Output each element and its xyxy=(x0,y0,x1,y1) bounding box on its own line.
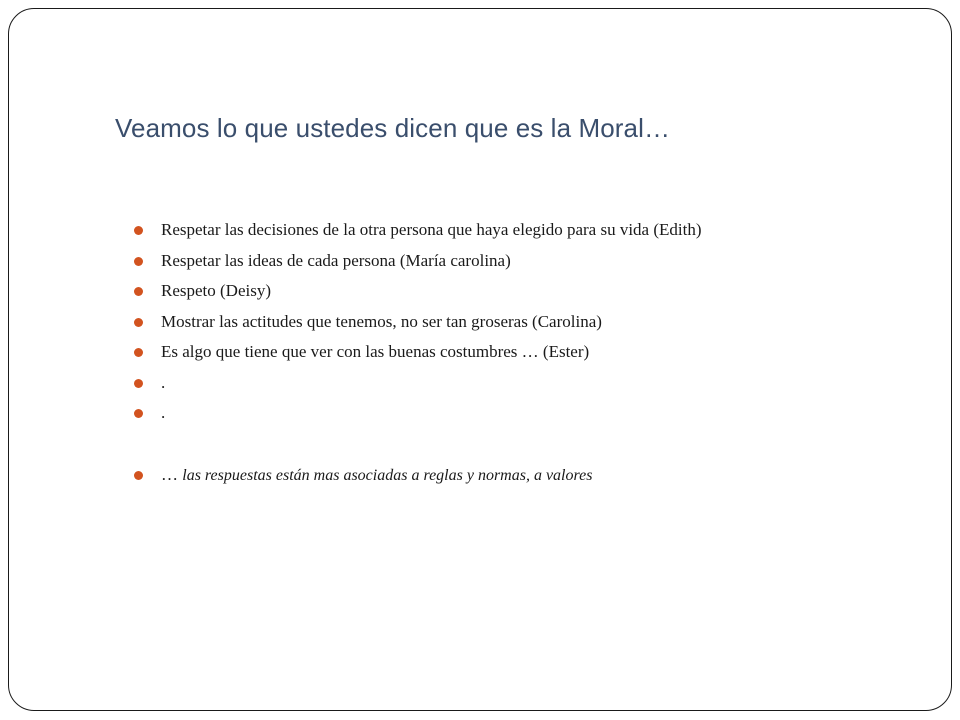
list-item xyxy=(134,398,702,429)
bullet-dot-icon xyxy=(134,287,143,296)
slide-title: Veamos lo que ustedes dicen que es la Moral… xyxy=(115,113,671,143)
list-item-text: . xyxy=(161,403,166,422)
bullet-dot-icon xyxy=(134,257,143,266)
list-item xyxy=(134,246,702,277)
bullet-dot-icon xyxy=(134,348,143,357)
list-item xyxy=(134,215,702,246)
list-item xyxy=(134,307,702,338)
list-item-text: Respeto (Deisy) xyxy=(161,281,272,300)
list-item-text: . xyxy=(161,372,166,392)
conclusion-prefix: … xyxy=(161,464,183,484)
bullet-dot-icon xyxy=(134,226,143,235)
list-item xyxy=(134,337,702,368)
bullet-dot-icon xyxy=(134,409,143,418)
list-item-text: Es algo que tiene que ver con las buenas costumbres … (Ester) xyxy=(161,342,590,361)
slide xyxy=(8,8,952,711)
list-item-text: Respetar las decisiones de la otra persona que haya elegido para su vida (Edith) xyxy=(161,220,702,239)
conclusion-item xyxy=(134,460,702,491)
list-item-text: Respetar las ideas de cada persona (María carolina) xyxy=(161,250,511,270)
bullet-list xyxy=(134,215,702,490)
list-item xyxy=(134,368,702,399)
list-item-text: Mostrar las actitudes que tenemos, no ser tan groseras (Carolina) xyxy=(161,311,602,331)
bullet-dot-icon xyxy=(134,318,143,327)
list-item xyxy=(134,276,702,307)
bullet-dot-icon xyxy=(134,471,143,480)
bullet-dot-icon xyxy=(134,379,143,388)
conclusion-text: las respuestas están mas asociadas a reglas y normas, a valores xyxy=(182,466,593,484)
